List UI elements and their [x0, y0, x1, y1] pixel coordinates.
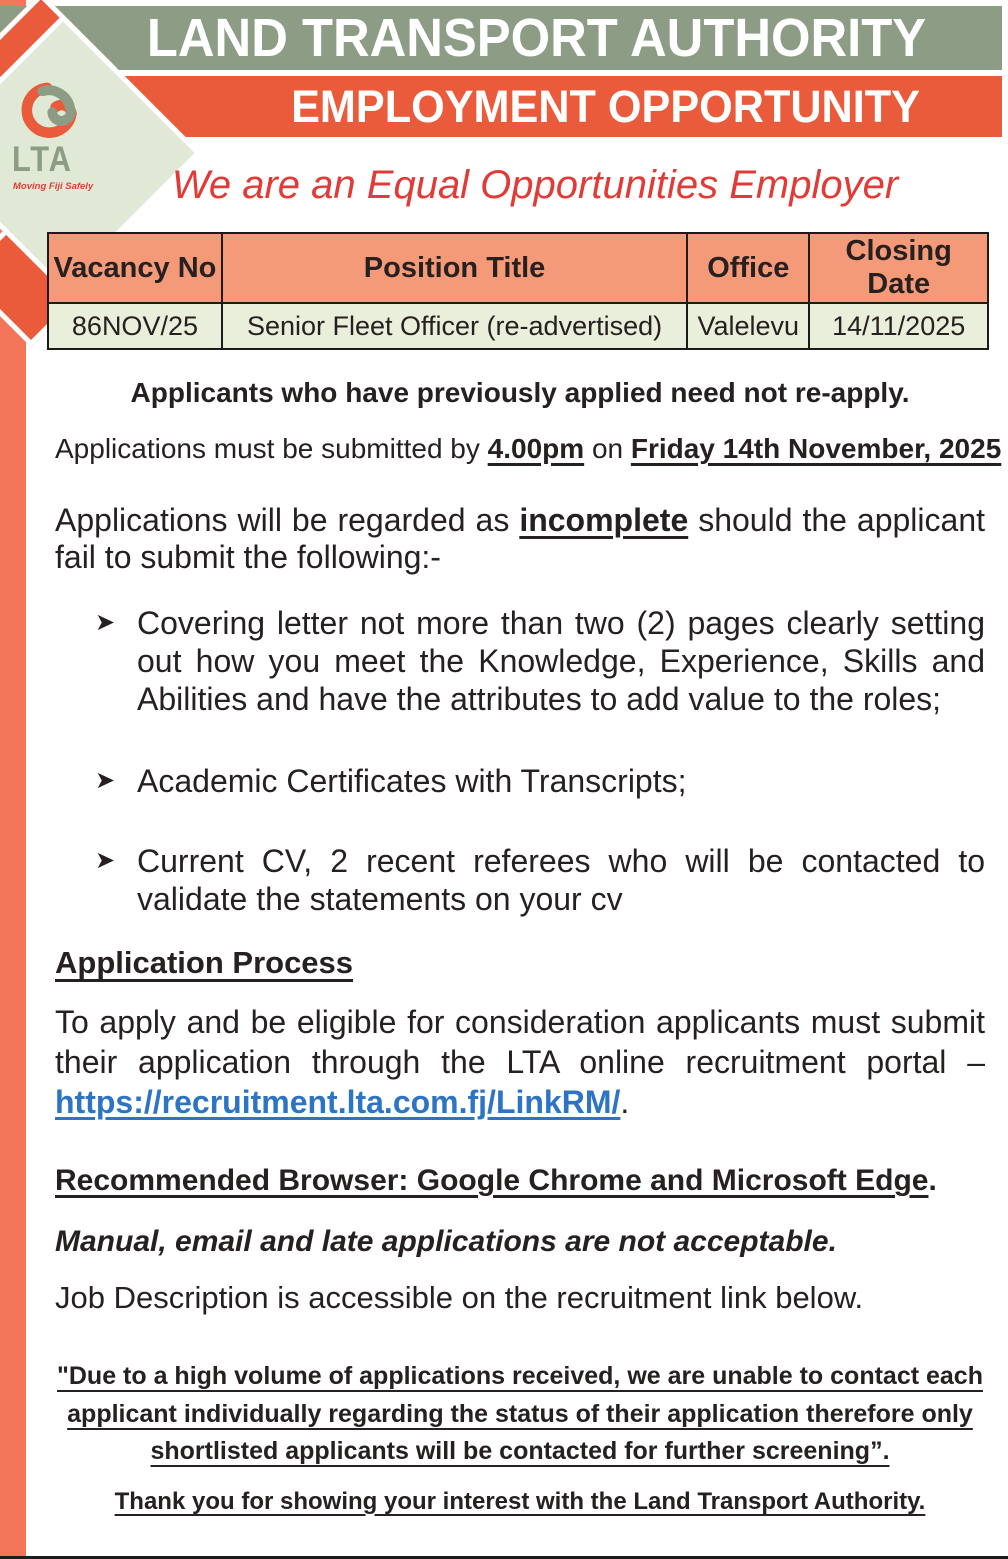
- apply-text-suffix: .: [620, 1084, 630, 1120]
- requirement-text: Covering letter not more than two (2) pages clearly setting out how you meet the Knowledge, Experience, Skills and Abilities and have the attributes to add value to the roles;: [137, 605, 985, 717]
- cell-position-title: Senior Fleet Officer (re-advertised): [222, 303, 687, 349]
- equal-opportunity-tagline: We are an Equal Opportunities Employer: [171, 163, 899, 207]
- recruitment-portal-link[interactable]: https://recruitment.lta.com.fj/LinkRM/: [55, 1084, 621, 1120]
- requirement-text: Academic Certificates with Transcripts;: [137, 763, 687, 799]
- job-description-note: Job Description is accessible on the recruitment link below.: [55, 1280, 864, 1315]
- col-header-office: Office: [687, 233, 809, 303]
- arrow-bullet-icon: ➤: [95, 847, 116, 874]
- col-header-vacancy-no: Vacancy No: [48, 233, 222, 303]
- arrow-bullet-icon: ➤: [95, 609, 116, 636]
- vacancy-table-data-row: [48, 303, 988, 349]
- vacancy-table-header-row: [48, 233, 988, 303]
- requirement-item-cv-referees: [55, 842, 985, 918]
- deadline-date: Friday 14th November, 2025: [630, 433, 1002, 464]
- requirement-item-covering-letter: [55, 604, 985, 718]
- arrow-bullet-icon: ➤: [95, 767, 116, 794]
- deadline-time: 4.00pm: [487, 433, 585, 464]
- reapply-notice: Applicants who have previously applied need not re-apply.: [130, 377, 910, 408]
- manual-applications-note: Manual, email and late applications are not acceptable.: [55, 1225, 837, 1258]
- incomplete-notice: [55, 502, 985, 576]
- incomplete-suffix: should the applicant fail to submit the following:-: [55, 502, 986, 575]
- incomplete-prefix: Applications will be regarded as: [55, 502, 520, 538]
- deadline-prefix: Applications must be submitted by: [55, 433, 488, 464]
- org-name-banner: [0, 6, 1002, 70]
- logo-acronym: LTA: [12, 140, 73, 179]
- high-volume-disclaimer: "Due to a high volume of applications received, we are unable to contact each applicant individually regarding the status of their application therefore only shortlisted applicants will be contacted for further screening”.: [57, 1362, 983, 1465]
- deadline-middle: on: [584, 433, 631, 464]
- col-header-position-title: Position Title: [222, 233, 687, 303]
- application-process-paragraph: [55, 1002, 985, 1122]
- banner-label: EMPLOYMENT OPPORTUNITY: [291, 80, 921, 132]
- requirement-item-certificates: [55, 762, 985, 800]
- org-name: LAND TRANSPORT AUTHORITY: [146, 8, 926, 68]
- deadline-notice: [55, 432, 1002, 466]
- recommended-browser-note: Recommended Browser: Google Chrome and Microsoft Edge.: [55, 1164, 937, 1197]
- incomplete-keyword: incomplete: [519, 502, 689, 538]
- cell-closing-date: 14/11/2025: [809, 303, 988, 349]
- cell-office: Valelevu: [687, 303, 809, 349]
- apply-text-prefix: To apply and be eligible for consideration applicants must submit their application through the LTA online recruitment portal –: [55, 1004, 985, 1080]
- requirement-text: Current CV, 2 recent referees who will be contacted to validate the statements on your cv: [137, 843, 985, 917]
- cell-vacancy-no: 86NOV/25: [48, 303, 222, 349]
- col-header-closing-date: Closing Date: [809, 233, 988, 303]
- logo-slogan: Moving Fiji Safely: [13, 181, 94, 192]
- application-process-heading: Application Process: [55, 945, 354, 980]
- thank-you-note: Thank you for showing your interest with the Land Transport Authority.: [114, 1487, 926, 1515]
- lta-swirl-icon: [16, 78, 82, 144]
- vacancy-table: [47, 232, 989, 350]
